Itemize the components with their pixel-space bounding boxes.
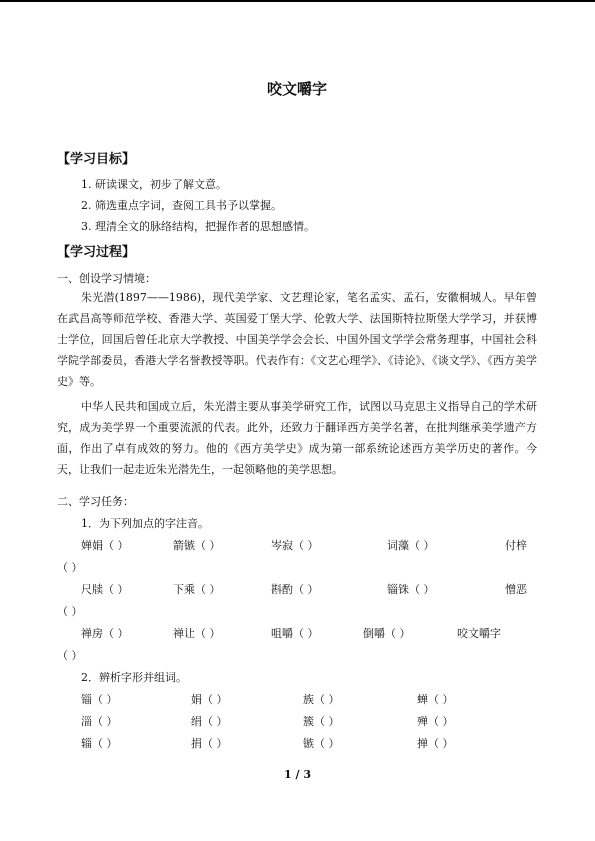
intro-paragraph: 朱光潜(1897——1986)，现代美学家、文艺理论家，笔名孟实、孟石，安徽桐城人。早年曾在武昌高等师范学校、香港大学、英国爱丁堡大学、伦敦大学、法国斯特拉斯堡大学学习，并获博士学位，回国后曾任北京大学教授、中国美学学会会长、中国外国文学学会常务理事，中国社会科学院学部委员，香港大学名誉教授等职。代表作有：《文艺心理学》、《诗论》、《谈文学》、《西方美学史》等。 <box>57 291 537 388</box>
goal-item: 1. 研读课文，初步了解文意。 <box>81 178 227 191</box>
goal-item: 3. 理清全文的脉络结构，把握作者的思想感情。 <box>81 220 315 233</box>
goal-item: 2. 筛选重点字词，查阅工具书予以掌握。 <box>81 199 282 212</box>
glyph-item: 辎（ ） <box>81 737 118 750</box>
intro-paragraph: 中华人民共和国成立后，朱光潜主要从事美学研究工作，试图以马克思主义指导自己的学术研究，成为美学界一个重要流派的代表。此外，还致力于翻译西方美学名著，在批判继承美学遗产方面，作出了卓有成效的努力。他的《西方美学史》成为第一部系统论述西方美学历史的著作。今天，让我们一起走近朱光潜先生，一起领略他的美学思想。 <box>57 400 537 476</box>
pinyin-item: 禅房（ ） <box>81 627 129 640</box>
glyph-item: 掸（ ） <box>417 737 454 750</box>
pinyin-item: 付梓 <box>505 539 527 552</box>
pinyin-item: 倒嚼（ ） <box>363 627 411 640</box>
pinyin-item: 咬文嚼字 <box>457 627 501 640</box>
pinyin-item: 憎恶 <box>505 583 527 596</box>
glyph-item: 捐（ ） <box>191 737 228 750</box>
pinyin-row <box>81 581 537 597</box>
goals-heading: 【学习目标】 <box>57 152 136 167</box>
glyph-row <box>81 713 537 729</box>
pinyin-item: 箭镞（ ） <box>173 539 221 552</box>
pinyin-item: 词藻（ ） <box>387 539 435 552</box>
top-rule <box>0 0 595 2</box>
section-title: 一、创设学习情境： <box>57 272 156 285</box>
pinyin-item: 斟酌（ ） <box>271 583 319 596</box>
glyph-item: 淄（ ） <box>81 715 118 728</box>
pinyin-item: 下乘（ ） <box>173 583 221 596</box>
task-title: 1．为下列加点的字注音。 <box>81 517 209 530</box>
pinyin-item: 岑寂（ ） <box>271 539 319 552</box>
task-title: 2．辨析字形并组词。 <box>81 671 187 684</box>
process-heading: 【学习过程】 <box>57 245 136 260</box>
glyph-item: 镞（ ） <box>303 737 340 750</box>
pinyin-row <box>81 537 537 553</box>
glyph-row <box>81 735 537 751</box>
glyph-item: 簇（ ） <box>303 715 340 728</box>
glyph-item: 殚（ ） <box>417 715 454 728</box>
page-number: 1 / 3 <box>284 768 311 781</box>
pinyin-item: 婵娟（ ） <box>81 539 129 552</box>
glyph-item: 蝉（ ） <box>417 693 454 706</box>
pinyin-item: 咀嚼（ ） <box>271 627 319 640</box>
document-title: 咬文嚼字 <box>266 80 327 98</box>
pinyin-wrap: （ ） <box>57 605 83 618</box>
pinyin-wrap: （ ） <box>57 649 83 662</box>
glyph-row <box>81 691 537 707</box>
pinyin-item: 禅让（ ） <box>173 627 221 640</box>
glyph-item: 族（ ） <box>303 693 340 706</box>
pinyin-item: 锱铢（ ） <box>387 583 435 596</box>
pinyin-item: 尺牍（ ） <box>81 583 129 596</box>
pinyin-wrap: （ ） <box>57 561 83 574</box>
glyph-item: 娟（ ） <box>191 693 228 706</box>
glyph-item: 锱（ ） <box>81 693 118 706</box>
glyph-item: 绢（ ） <box>191 715 228 728</box>
pinyin-row <box>81 625 537 641</box>
section-title: 二、学习任务： <box>57 495 134 508</box>
